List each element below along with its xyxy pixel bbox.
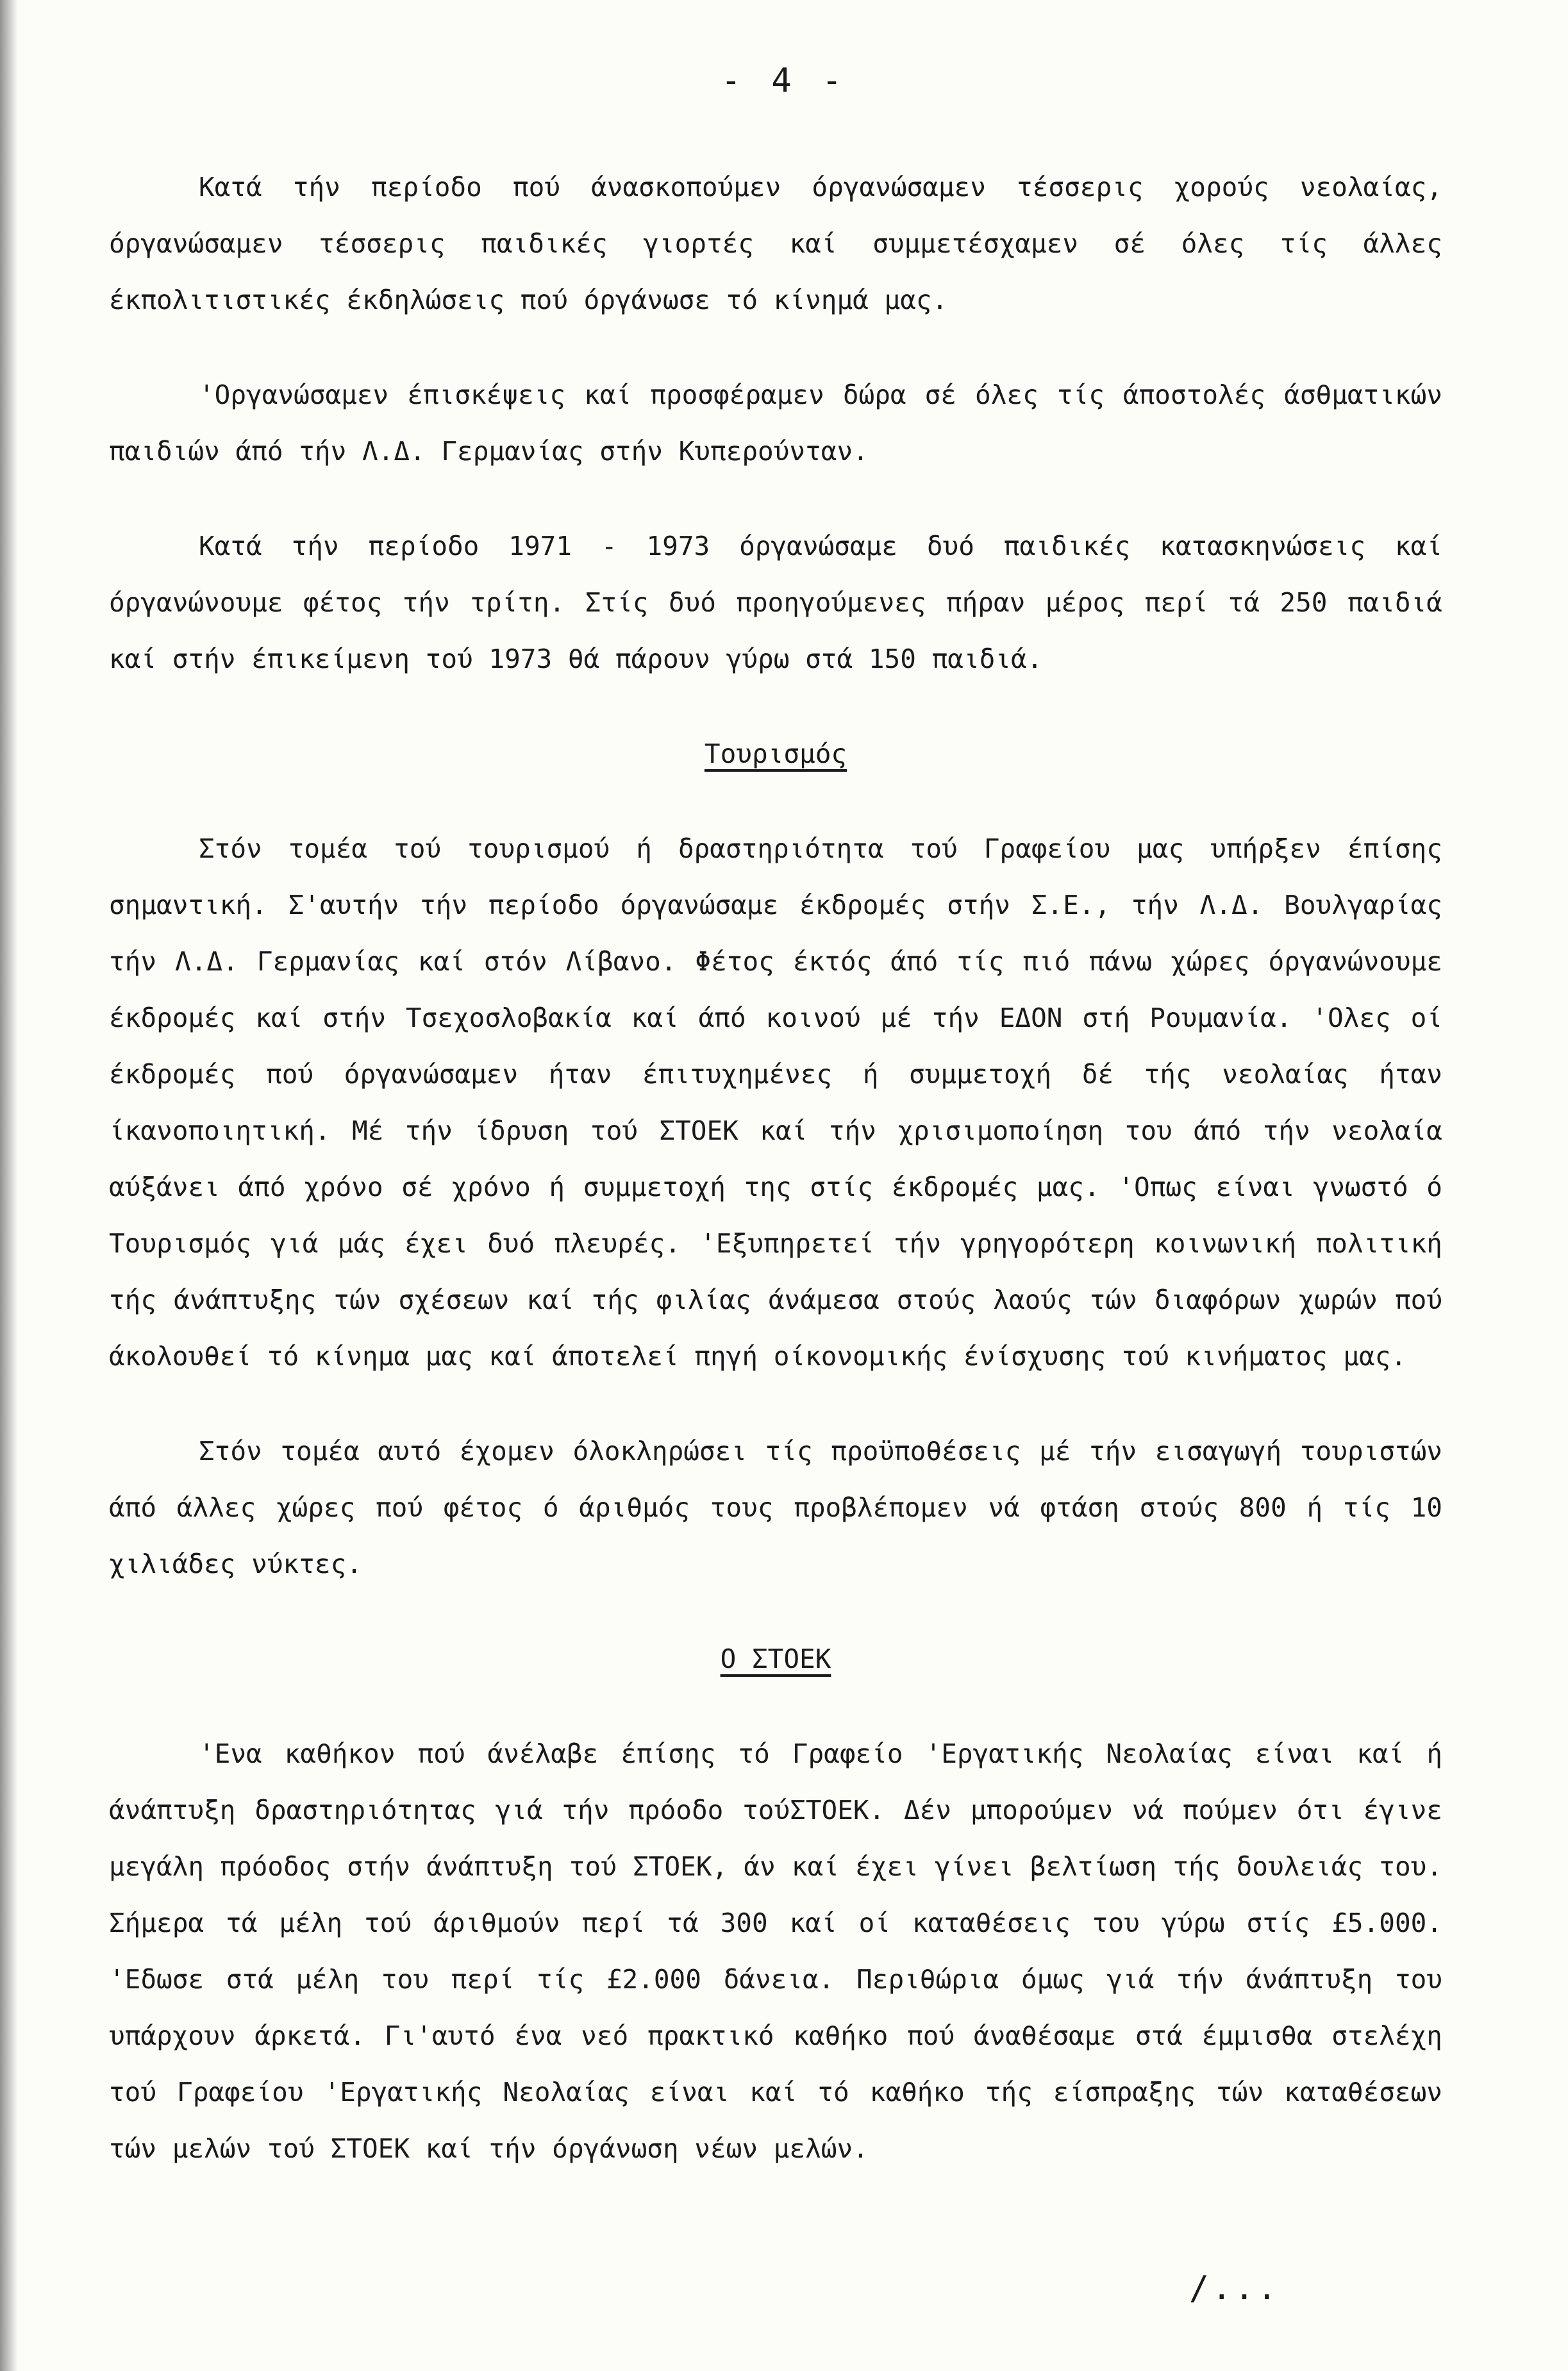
continuation-mark: /... — [1189, 2269, 1280, 2308]
section-heading-tourism-text: Τουρισμός — [704, 738, 847, 769]
scan-edge-shadow — [0, 0, 18, 2371]
section-heading-tourism — [109, 726, 1442, 782]
document-body — [109, 159, 1442, 2202]
paragraph-tourism-activity: Στόν τομέα τού τουρισμού ή δραστηριότητα τού Γραφείου μας υπήρξεν έπίσης σημαντική. Σ'αυτήν τήν περίοδο όργανώσαμε έκδρομές στήν Σ.Ε., τήν Λ.Δ. Βουλγαρίας τήν Λ.Δ. Γερμανίας καί στόν Λίβανο. Φέτος έκτός άπό τίς πιό πάνω χώρες όργανώνουμε έκδρομές καί στήν Τσεχοσλοβακία καί άπό κοινού μέ τήν ΕΔΟΝ στή Ρουμανία. 'Ολες οί έκδρομές πού όργανώσαμεν ήταν έπιτυχημένες ή συμμετοχή δέ τής νεολαίας ήταν ίκανοποιητική. Μέ τήν ίδρυση τού ΣΤΟΕΚ καί τήν χρισιμοποίηση του άπό τήν νεολαία αύξάνει άπό χρόνο σέ χρόνο ή συμμετοχή της στίς έκδρομές μας. 'Οπως είναι γνωστό ό Τουρισμός γιά μάς έχει δυό πλευρές. 'Εξυπηρετεί τήν γρηγορότερη κοινωνική πολιτική τής άνάπτυξης τών σχέσεων καί τής φιλίας άνάμεσα στούς λαούς τών διαφόρων χωρών πού άκολουθεί τό κίνημα μας καί άποτελεί πηγή οίκονομικής ένίσχυσης τού κινήματος μας. — [109, 833, 1442, 1372]
paragraph-youth-events: Κατά τήν περίοδο πού άνασκοπούμεν όργανώσαμεν τέσσερις χορούς νεολαίας, όργανώσαμεν τέσσερις παιδικές γιορτές καί συμμετέσχαμεν σέ όλες τίς άλλες έκπολιτιστικές έκδηλώσεις πού όργάνωσε τό κίνημά μας. — [109, 172, 1442, 315]
paragraph-summer-camps: Κατά τήν περίοδο 1971 - 1973 όργανώσαμε δυό παιδικές κατασκηνώσεις καί όργανώνουμε φέτος τήν τρίτη. Στίς δυό προηγούμενες πήραν μέρος περί τά 250 παιδιά καί στήν έπικείμενη τού 1973 θά πάρουν γύρω στά 150 παιδιά. — [109, 531, 1442, 674]
paragraph-stoek: 'Ενα καθήκον πού άνέλαβε έπίσης τό Γραφείο 'Εργατικής Νεολαίας είναι καί ή άνάπτυξη δραστηριότητας γιά τήν πρόοδο τούΣΤΟΕΚ. Δέν μπορούμεν νά πούμεν ότι έγινε μεγάλη πρόοδος στήν άνάπτυξη τού ΣΤΟΕΚ, άν καί έχει γίνει βελτίωση τής δουλειάς του. Σήμερα τά μέλη τού άριθμούν περί τά 300 καί οί καταθέσεις του γύρω στίς £5.000. 'Εδωσε στά μέλη του περί τίς £2.000 δάνεια. Περιθώρια όμως γιά τήν άνάπτυξη του υπάρχουν άρκετά. Γι'αυτό ένα νεό πρακτικό καθήκο πού άναθέσαμε στά έμμισθα στελέχη τού Γραφείου 'Εργατικής Νεολαίας είναι καί τό καθήκο τής είσπραξης τών καταθέσεων τών μελών τού ΣΤΟΕΚ καί τήν όργάνωση νέων μελών. — [109, 1738, 1442, 2164]
paragraph-asthmatic-children: 'Οργανώσαμεν έπισκέψεις καί προσφέραμεν δώρα σέ όλες τίς άποστολές άσθματικών παιδιών άπό τήν Λ.Δ. Γερμανίας στήν Κυπερούνταν. — [109, 379, 1442, 467]
section-heading-stoek — [109, 1631, 1442, 1687]
section-heading-stoek-text: Ο ΣΤΟΕΚ — [720, 1643, 831, 1674]
paragraph-tourism-import: Στόν τομέα αυτό έχομεν όλοκληρώσει τίς προϋποθέσεις μέ τήν εισαγωγή τουριστών άπό άλλες χώρες πού φέτος ό άριθμός τους προβλέπομεν νά φτάση στούς 800 ή τίς 10 χιλιάδες νύκτες. — [109, 1436, 1442, 1579]
page-number: - 4 - — [721, 62, 847, 100]
